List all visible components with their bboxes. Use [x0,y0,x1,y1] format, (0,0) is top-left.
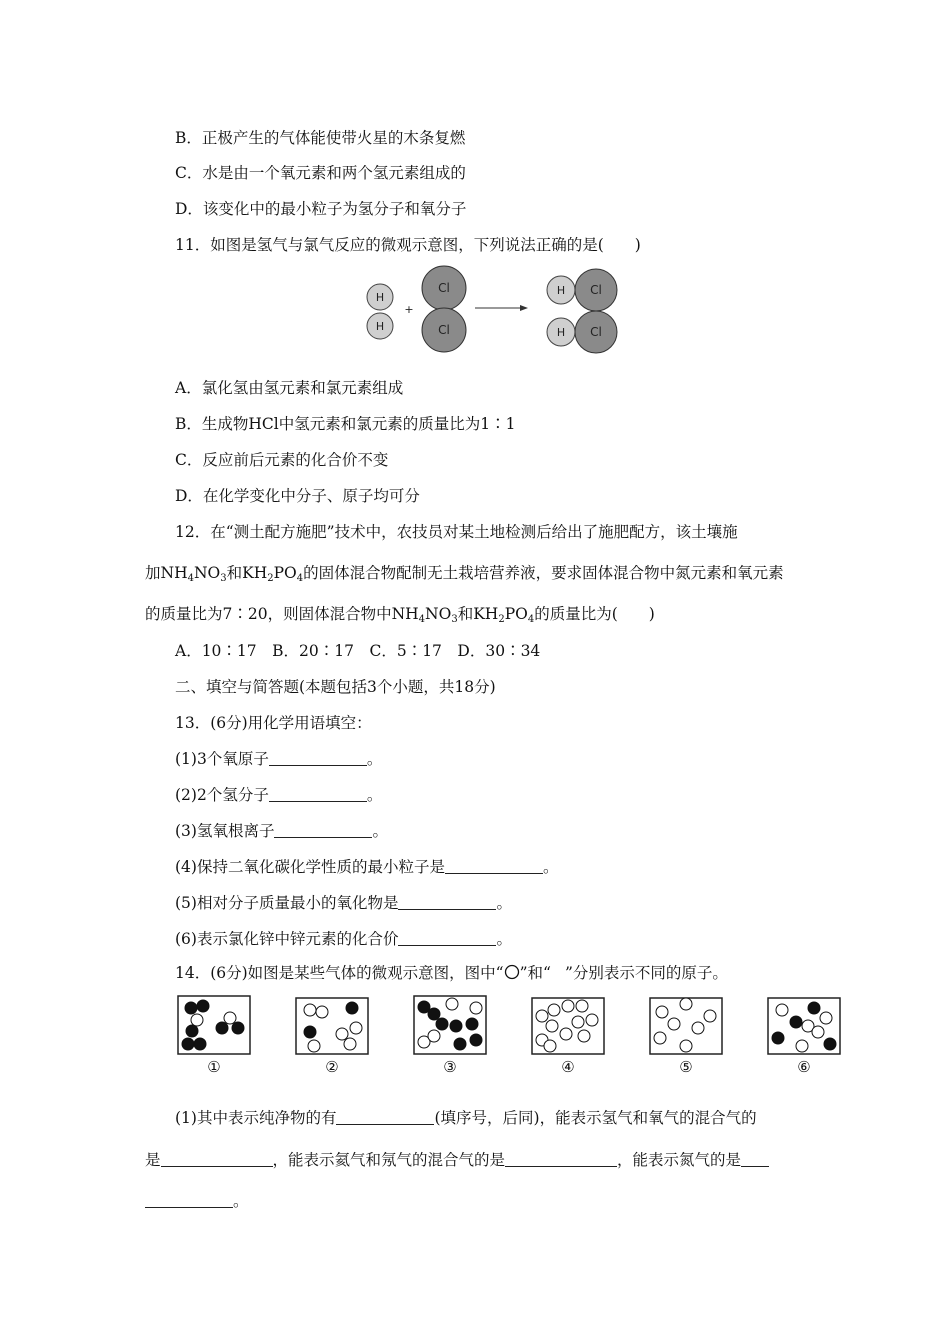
q13-stem: 13．(6分)用化学用语填空： [175,714,372,732]
answer-blank[interactable] [398,895,496,910]
q12-options: A．10∶17 B．20∶17 C．5∶17 D．30∶34 [175,642,541,660]
answer-blank[interactable] [398,931,496,946]
box-label-4: ④ [561,1058,575,1076]
particle-box-6 [768,998,840,1054]
white-atom-icon [504,964,520,980]
answer-blank[interactable] [336,1110,434,1125]
cl-label: Cl [590,283,602,297]
answer-blank[interactable] [161,1152,273,1167]
q11-option-a: A．氯化氢由氢元素和氯元素组成 [175,379,404,397]
answer-blank[interactable] [269,787,367,802]
q11-option-b: B．生成物HCl中氢元素和氯元素的质量比为1∶1 [175,415,516,433]
q11-option-d: D．在化学变化中分子、原子均可分 [175,487,420,505]
q14-sub1-line3: 。 [145,1191,249,1211]
h-label: H [375,320,385,333]
particle-box-5 [650,998,722,1054]
q12-line3: 的质量比为7∶20，则固体混合物中$NH_4NO_3$和$KH_2PO_4$的质量比为( ) [145,605,655,625]
box-label-2: ② [325,1058,339,1076]
h-label: H [375,291,385,304]
gas-particle-boxes [170,994,850,1062]
cl-label: Cl [590,325,602,339]
answer-blank[interactable] [274,823,372,838]
q10-option-d: D．该变化中的最小粒子为氢分子和氧分子 [175,200,467,218]
answer-blank[interactable] [145,1193,233,1208]
particle-box-4 [532,998,604,1054]
q13-item-4: (4)保持二氧化碳化学性质的最小粒子是 。 [175,858,559,876]
q10-option-c: C．水是由一个氧元素和两个氢元素组成的 [175,164,466,182]
q13-item-5: (5)相对分子质量最小的氧化物是 。 [175,894,512,912]
answer-blank[interactable] [741,1152,769,1167]
q14-sub1-line2: 是 ，能表示氦气和氖气的混合气的是 ，能表示氮气的是 [145,1150,769,1170]
h-label: H [556,326,566,339]
answer-blank[interactable] [445,859,543,874]
q12-line1: 12．在“测土配方施肥”技术中，农技员对某土地检测后给出了施肥配方，该土壤施 [175,523,738,541]
q13-item-6: (6)表示氯化锌中锌元素的化合价 。 [175,930,512,948]
q13-item-3: (3)氢氧根离子 。 [175,822,388,840]
box-label-5: ⑤ [679,1058,693,1076]
q12-line2: 加$NH_4NO_3$和$KH_2PO_4$的固体混合物配制无土栽培营养液，要求固体混合物中氮元素和氧元素 [145,564,784,584]
particle-box-1 [178,996,250,1054]
answer-blank[interactable] [269,751,367,766]
q14-sub1-line1: (1)其中表示纯净物的有 (填序号，后同)，能表示氢气和氧气的混合气的 [175,1109,757,1127]
box-label-6: ⑥ [797,1058,811,1076]
q10-option-b: B．正极产生的气体能使带火星的木条复燃 [175,129,466,147]
q11-option-c: C．反应前后元素的化合价不变 [175,451,389,469]
answer-blank[interactable] [505,1152,617,1167]
plus-sign: + [404,303,414,316]
particle-box-2 [296,998,368,1054]
particle-box-3 [414,996,486,1054]
q11-stem: 11．如图是氢气与氯气反应的微观示意图，下列说法正确的是( ) [175,236,641,254]
box-label-3: ③ [443,1058,457,1076]
cl-label: Cl [438,323,450,337]
box-label-1: ① [207,1058,221,1076]
q13-item-1: (1)3个氧原子 。 [175,750,383,768]
q14-stem: 14．(6分)如图是某些气体的微观示意图，图中“ ”和“ ”分别表示不同的原子。 [175,964,728,982]
q13-item-2: (2)2个氢分子 。 [175,786,383,804]
arrow-head-icon [520,305,528,311]
hcl-reaction-diagram [360,264,630,359]
h-label: H [556,284,566,297]
section-2-heading: 二、填空与简答题(本题包括3个小题，共18分) [175,678,496,696]
cl-label: Cl [438,281,450,295]
